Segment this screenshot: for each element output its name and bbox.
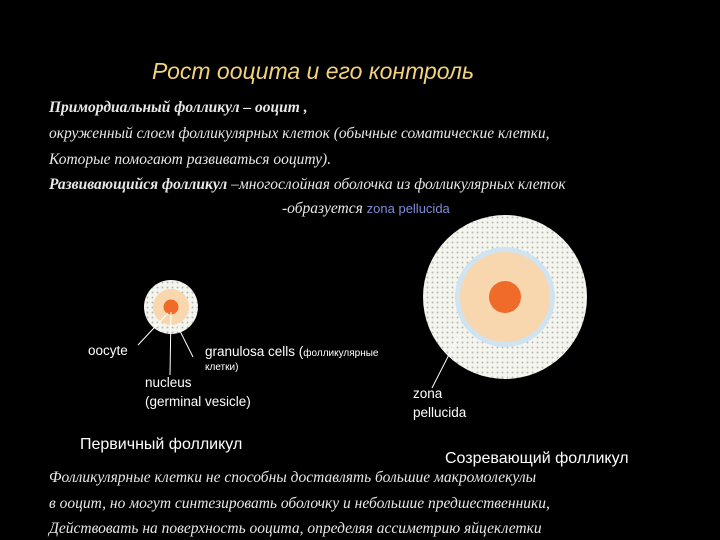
developing-follicle-term: Развивающийся фолликул <box>49 176 228 193</box>
label-oocyte: oocyte <box>88 343 128 358</box>
footer-line-2: в ооцит, но могут синтезировать оболочку и небольшие предшественники, <box>49 495 550 512</box>
footer-line-1: Фолликулярные клетки не способны доставлять большие макромолекулы <box>49 469 537 486</box>
label-germinal-vesicle: (germinal vesicle) <box>145 394 251 409</box>
label-granulosa-ru-1: фолликулярные <box>303 348 379 359</box>
developing-follicle-desc: –многослойная оболочка из фолликулярных клеток <box>227 176 566 193</box>
caption-maturing-follicle: Созревающий фолликул <box>445 450 629 467</box>
label-granulosa-en: granulosa cells ( <box>205 344 304 359</box>
caption-primary-follicle: Первичный фолликул <box>80 436 243 453</box>
intro-line-2: окруженный слоем фолликулярных клеток (обычные соматические клетки, <box>49 125 550 142</box>
maturing-follicle <box>423 215 587 379</box>
intro-line-3: Которые помогают развиваться ооциту). <box>49 151 332 168</box>
label-granulosa-ru-2: клетки) <box>205 362 239 373</box>
maturing-nucleus <box>489 281 521 313</box>
intro-line-5-prefix: -образуется <box>282 200 367 217</box>
label-zona: zona <box>413 386 443 401</box>
label-granulosa <box>205 345 378 359</box>
label-nucleus: nucleus <box>145 375 192 390</box>
footer-line-3: Действовать на поверхность ооцита, определяя ассиметрию яйцеклетки <box>49 520 542 537</box>
zona-pellucida-term: zona pellucida <box>366 201 450 216</box>
label-pellucida: pellucida <box>413 405 467 420</box>
pointer-granulosa <box>178 327 193 357</box>
intro-line-1: Примордиальный фолликул – ооцит , <box>49 99 308 116</box>
slide-title: Рост ооцита и его контроль <box>152 58 475 84</box>
